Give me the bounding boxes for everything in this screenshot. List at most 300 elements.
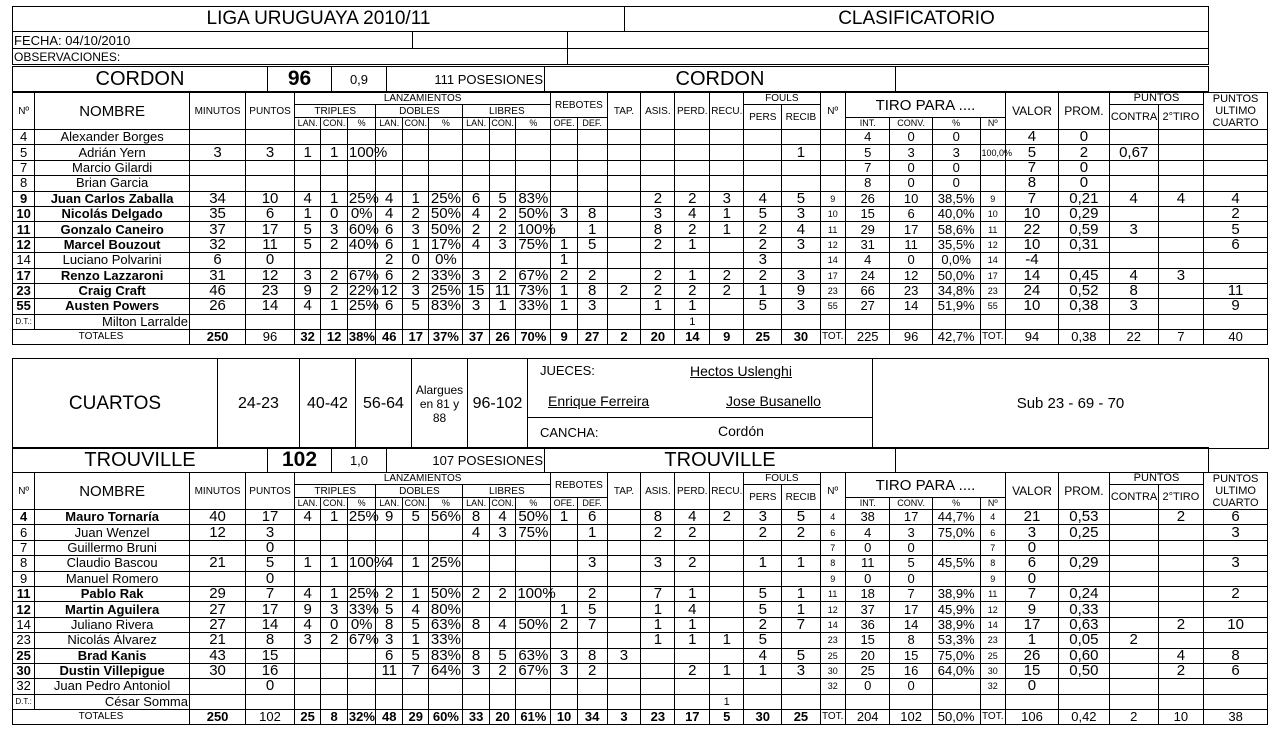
fecha: FECHA: 04/10/2010 xyxy=(13,32,413,49)
stat-cell xyxy=(820,145,845,160)
stat-cell xyxy=(347,679,376,694)
stat-cell xyxy=(607,176,641,191)
recib-header: RECIB xyxy=(782,485,820,510)
total-cell: 26 xyxy=(489,330,515,345)
header-bar xyxy=(12,6,1209,32)
stat-cell: 8 xyxy=(820,556,845,571)
stat-cell xyxy=(189,679,245,694)
stat-cell xyxy=(347,253,376,268)
stat-cell xyxy=(1109,314,1158,329)
stat-cell: 14 xyxy=(820,253,845,268)
stat-cell: 3 xyxy=(782,237,820,252)
stat-cell: 3 xyxy=(744,510,782,525)
stat-cell xyxy=(1058,571,1109,586)
stat-cell: 3 xyxy=(376,633,402,648)
stat-cell: 3 xyxy=(489,237,515,252)
stat-cell xyxy=(710,586,744,601)
pct-subheader: % xyxy=(429,118,463,130)
stat-cell: 27 xyxy=(845,299,890,314)
stat-cell: 1 xyxy=(710,663,744,678)
stat-cell: 35,5% xyxy=(932,237,980,252)
stat-cell: 23 xyxy=(980,283,1005,298)
team2-poss: 107 xyxy=(432,452,455,468)
stat-cell xyxy=(1058,253,1109,268)
stat-cell: 14 xyxy=(980,617,1005,632)
stat-cell: 17 xyxy=(890,510,932,525)
stat-cell: 50% xyxy=(516,206,551,221)
stat-cell: 4 xyxy=(980,510,1005,525)
stat-cell xyxy=(463,314,489,329)
stat-cell xyxy=(577,540,607,555)
stat-cell: 1 xyxy=(675,299,710,314)
stat-cell xyxy=(1109,586,1158,601)
stat-cell xyxy=(376,525,402,540)
total-cell: 37 xyxy=(463,330,489,345)
stat-cell: 34,8% xyxy=(932,283,980,298)
total-cell: 48 xyxy=(376,710,402,725)
stat-cell: 15 xyxy=(845,633,890,648)
stat-cell: 8 xyxy=(641,222,675,237)
stat-cell: 14 xyxy=(890,617,932,632)
tot-label: TOT. xyxy=(980,710,1005,725)
player-name: Claudio Bascou xyxy=(35,556,190,571)
player-number: 32 xyxy=(13,679,35,694)
stat-cell: 10 xyxy=(980,206,1005,221)
stat-cell xyxy=(1204,176,1268,191)
total-cell: 38 xyxy=(1204,710,1268,725)
stat-cell xyxy=(641,571,675,586)
lan-subheader: LAN. xyxy=(294,118,320,130)
stat-cell xyxy=(489,253,515,268)
stat-cell xyxy=(782,679,820,694)
stat-cell: 14 xyxy=(246,617,295,632)
stat-cell xyxy=(744,160,782,175)
stat-cell: 2 xyxy=(1158,663,1204,678)
team2-ratio: 1,0 xyxy=(332,448,387,473)
total-cell: 0,42 xyxy=(1058,710,1109,725)
stat-cell: 1 xyxy=(710,206,744,221)
stat-cell xyxy=(376,540,402,555)
stat-cell xyxy=(246,694,295,709)
stat-cell: 2 xyxy=(463,222,489,237)
stat-cell: 0 xyxy=(890,571,932,586)
stat-cell xyxy=(1204,679,1268,694)
stat-cell: 75% xyxy=(516,237,551,252)
stat-cell: 5 xyxy=(246,556,295,571)
pct-subheader: % xyxy=(516,118,551,130)
stat-cell: 5 xyxy=(845,145,890,160)
stat-cell: 2 xyxy=(321,283,347,298)
stat-cell: 2 xyxy=(641,237,675,252)
stat-cell xyxy=(641,145,675,160)
stat-cell xyxy=(463,130,489,145)
stat-cell: 7 xyxy=(890,586,932,601)
total-cell: 204 xyxy=(845,710,890,725)
stat-cell: 6 xyxy=(376,299,402,314)
stat-cell: 3 xyxy=(321,222,347,237)
stat-cell: 4 xyxy=(1109,268,1158,283)
stat-cell xyxy=(463,540,489,555)
stat-cell: 3 xyxy=(641,556,675,571)
stat-cell xyxy=(607,586,641,601)
stat-cell: 27 xyxy=(189,602,245,617)
stat-cell xyxy=(246,176,295,191)
stat-cell: 38,9% xyxy=(932,586,980,601)
stat-cell: 0,67 xyxy=(1109,145,1158,160)
stat-cell: 7 xyxy=(402,663,428,678)
stat-cell: 3 xyxy=(782,206,820,221)
stat-cell xyxy=(607,222,641,237)
total-cell: 250 xyxy=(189,330,245,345)
stat-cell: 1 xyxy=(321,299,347,314)
stat-cell: 3 xyxy=(402,283,428,298)
stat-cell: 37 xyxy=(189,222,245,237)
stat-cell: 1 xyxy=(577,525,607,540)
stat-cell xyxy=(577,130,607,145)
stat-cell: 83% xyxy=(516,191,551,206)
total-cell: 106 xyxy=(1005,710,1058,725)
stat-cell: 10 xyxy=(1204,617,1268,632)
stat-cell: 5 xyxy=(294,222,320,237)
stat-cell: 2 xyxy=(641,268,675,283)
stat-cell: 2 xyxy=(551,617,577,632)
stat-cell xyxy=(744,145,782,160)
int-subheader: INT. xyxy=(845,118,890,130)
stat-cell: 0,29 xyxy=(1058,556,1109,571)
def-subheader: DEF. xyxy=(577,118,607,130)
stat-cell xyxy=(489,694,515,709)
stat-cell xyxy=(516,602,551,617)
stat-cell: 3 xyxy=(246,145,295,160)
lan-subheader: LAN. xyxy=(294,498,320,510)
stat-cell xyxy=(402,679,428,694)
player-row xyxy=(13,633,1268,648)
total-cell: 60% xyxy=(429,710,463,725)
stat-cell xyxy=(294,663,320,678)
stat-cell xyxy=(607,145,641,160)
stat-cell xyxy=(1158,525,1204,540)
stat-cell xyxy=(1005,314,1058,329)
stat-cell xyxy=(1158,314,1204,329)
stat-cell: 67% xyxy=(516,268,551,283)
stat-cell xyxy=(1109,540,1158,555)
stat-cell: 3 xyxy=(890,145,932,160)
stat-cell xyxy=(782,540,820,555)
total-cell: 25 xyxy=(744,330,782,345)
stat-cell: 6 xyxy=(376,648,402,663)
stat-cell: 2 xyxy=(489,663,515,678)
puntos-ultimo-header xyxy=(1204,473,1268,510)
contra-header: CONTRA xyxy=(1109,105,1158,130)
player-row xyxy=(13,299,1268,314)
stat-cell xyxy=(607,510,641,525)
stat-cell: 40 xyxy=(189,510,245,525)
player-name: Renzo Lazzaroni xyxy=(35,268,190,283)
stat-cell: 4 xyxy=(489,617,515,632)
team1-name-right: CORDON xyxy=(545,67,896,92)
stat-cell xyxy=(1109,130,1158,145)
stat-cell: 7 xyxy=(577,617,607,632)
stat-cell: 1 xyxy=(744,283,782,298)
stat-cell: 4 xyxy=(463,237,489,252)
stat-cell xyxy=(402,525,428,540)
stat-cell: 1 xyxy=(675,586,710,601)
stat-cell: 75,0% xyxy=(932,525,980,540)
stat-cell: 0,52 xyxy=(1058,283,1109,298)
stat-cell: 0 xyxy=(932,130,980,145)
stat-cell: 0,59 xyxy=(1058,222,1109,237)
stat-cell xyxy=(607,602,641,617)
player-number: 17 xyxy=(13,268,35,283)
stat-cell: 12 xyxy=(980,602,1005,617)
stat-cell xyxy=(321,314,347,329)
fouls-header: FOULS xyxy=(744,473,820,485)
stat-cell: 26 xyxy=(189,299,245,314)
stat-cell xyxy=(607,314,641,329)
stat-cell: 0,50 xyxy=(1058,663,1109,678)
player-row xyxy=(13,648,1268,663)
stat-cell: 26 xyxy=(845,191,890,206)
team1-points: 96 xyxy=(268,67,332,92)
stat-cell xyxy=(551,160,577,175)
stat-cell xyxy=(294,160,320,175)
total-cell: 29 xyxy=(402,710,428,725)
stat-cell: 4 xyxy=(294,191,320,206)
stat-cell: 11 xyxy=(845,556,890,571)
stat-cell: 1 xyxy=(402,237,428,252)
stat-cell: 51,9% xyxy=(932,299,980,314)
stat-cell xyxy=(1158,540,1204,555)
player-name: Marcio Gilardi xyxy=(35,160,190,175)
stat-cell: 36 xyxy=(845,617,890,632)
stat-cell xyxy=(1158,571,1204,586)
stat-cell: 5 xyxy=(744,206,782,221)
stat-cell: 8 xyxy=(463,617,489,632)
player-name: Manuel Romero xyxy=(35,571,190,586)
stat-cell xyxy=(402,314,428,329)
pct-subheader: % xyxy=(516,498,551,510)
stat-cell: 23 xyxy=(820,283,845,298)
stat-cell: 3 xyxy=(577,299,607,314)
rebotes-header: REBOTES xyxy=(551,473,607,498)
stat-cell xyxy=(429,540,463,555)
stat-cell: 1 xyxy=(402,586,428,601)
stat-cell: 9 xyxy=(820,191,845,206)
puntos-ultimo-line: ULTIMO xyxy=(1215,485,1256,497)
stat-cell: 1 xyxy=(675,617,710,632)
stat-cell: 2 xyxy=(710,510,744,525)
stat-cell xyxy=(641,648,675,663)
player-name: Brad Kanis xyxy=(35,648,190,663)
player-number: 11 xyxy=(13,222,35,237)
pct-subheader: % xyxy=(347,118,376,130)
tot-label: TOT. xyxy=(820,330,845,345)
stat-cell: 11 xyxy=(489,283,515,298)
stat-cell xyxy=(489,145,515,160)
stat-cell xyxy=(376,130,402,145)
total-cell: 37% xyxy=(429,330,463,345)
prom-header: PROM. xyxy=(1058,93,1109,130)
stat-cell: 21 xyxy=(189,633,245,648)
stat-cell: 2 xyxy=(744,222,782,237)
stat-cell: 5 xyxy=(744,633,782,648)
player-number: 23 xyxy=(13,283,35,298)
dt-recu: 1 xyxy=(710,694,744,709)
stat-cell: 1 xyxy=(782,602,820,617)
stat-cell: 0 xyxy=(1005,571,1058,586)
stat-cell xyxy=(489,130,515,145)
stat-cell xyxy=(641,130,675,145)
stat-cell: 8 xyxy=(577,206,607,221)
stat-cell xyxy=(189,160,245,175)
total-cell: 27 xyxy=(577,330,607,345)
stat-cell xyxy=(744,314,782,329)
stat-cell xyxy=(1109,510,1158,525)
stat-cell: 17 xyxy=(1005,617,1058,632)
stat-cell xyxy=(246,160,295,175)
stat-cell: 23 xyxy=(980,633,1005,648)
stat-cell: 2 xyxy=(1109,633,1158,648)
stat-cell xyxy=(489,556,515,571)
triples-header: TRIPLES xyxy=(294,485,376,498)
stat-cell: 5 xyxy=(1005,145,1058,160)
stat-cell: 25% xyxy=(348,585,379,603)
stat-cell xyxy=(607,694,641,709)
stat-cell xyxy=(246,314,295,329)
stat-cell: 83% xyxy=(430,297,461,315)
total-cell: 9 xyxy=(551,330,577,345)
stat-cell: 1 xyxy=(402,633,428,648)
stat-cell: 50,0% xyxy=(932,268,980,283)
stat-cell xyxy=(980,130,1005,145)
player-row xyxy=(13,176,1268,191)
stat-cell: 6 xyxy=(980,525,1005,540)
stat-cell: 0 xyxy=(1005,679,1058,694)
stat-cell xyxy=(820,130,845,145)
player-name: Nicolás Álvarez xyxy=(35,633,190,648)
referee-2: Enrique Ferreira xyxy=(548,393,650,409)
stat-cell xyxy=(489,314,515,329)
stat-cell: 23 xyxy=(820,633,845,648)
player-name: Guillermo Bruni xyxy=(35,540,190,555)
stat-cell: 6 xyxy=(820,525,845,540)
stat-cell xyxy=(516,679,551,694)
stat-cell: 2 xyxy=(710,283,744,298)
stat-cell: 3 xyxy=(641,206,675,221)
stat-cell: 4 xyxy=(1204,191,1268,206)
stat-cell xyxy=(820,694,845,709)
player-row xyxy=(13,191,1268,206)
stat-cell: 3 xyxy=(1158,268,1204,283)
stat-cell: 4 xyxy=(782,222,820,237)
stat-cell xyxy=(1058,314,1109,329)
player-number: 9 xyxy=(13,191,35,206)
stat-cell xyxy=(607,206,641,221)
stat-cell xyxy=(782,694,820,709)
conv-subheader: CONV. xyxy=(890,118,932,130)
total-cell: 32% xyxy=(348,709,375,725)
stat-cell: 6 xyxy=(1204,237,1268,252)
stat-cell xyxy=(1109,617,1158,632)
stat-cell xyxy=(675,145,710,160)
stat-cell: 1 xyxy=(782,145,820,160)
total-cell: 17 xyxy=(402,330,428,345)
stat-cell xyxy=(782,253,820,268)
stat-cell xyxy=(551,571,577,586)
player-name: Martin Aguilera xyxy=(35,602,190,617)
stat-cell xyxy=(675,160,710,175)
stat-cell xyxy=(980,160,1005,175)
lan-subheader: LAN. xyxy=(463,118,489,130)
stat-cell: 0,29 xyxy=(1058,206,1109,221)
stat-cell xyxy=(463,145,489,160)
stat-cell: 5 xyxy=(294,237,320,252)
stat-cell xyxy=(1058,679,1109,694)
stat-cell xyxy=(516,145,551,160)
stat-cell xyxy=(607,191,641,206)
stat-cell: 4 xyxy=(294,299,320,314)
stat-cell xyxy=(1158,633,1204,648)
stat-cell: 9 xyxy=(820,571,845,586)
stat-cell xyxy=(321,253,347,268)
stat-cell: 3 xyxy=(890,525,932,540)
stat-cell: 3 xyxy=(189,145,245,160)
stat-cell xyxy=(294,253,320,268)
posesiones-label: POSESIONES xyxy=(457,71,543,87)
stat-cell: 4 xyxy=(376,191,402,206)
stat-cell xyxy=(189,130,245,145)
col-puntos-header: PUNTOS xyxy=(246,93,295,130)
stat-cell: 4 xyxy=(820,510,845,525)
stat-cell: 38,9% xyxy=(932,617,980,632)
stat-cell: 30 xyxy=(980,663,1005,678)
def-subheader: DEF. xyxy=(577,498,607,510)
stat-cell: 1 xyxy=(294,145,320,160)
stat-cell xyxy=(1158,145,1204,160)
stat-cell: 73% xyxy=(516,283,551,298)
stat-cell: 0,24 xyxy=(1058,586,1109,601)
recu-header: RECU. xyxy=(710,93,744,130)
pct-subheader: % xyxy=(347,498,376,510)
stat-cell: 45,5% xyxy=(932,556,980,571)
stat-cell xyxy=(551,130,577,145)
total-cell: 14 xyxy=(675,330,710,345)
stat-cell xyxy=(1158,237,1204,252)
stat-cell: 0 xyxy=(890,253,932,268)
stat-cell xyxy=(189,571,245,586)
stat-cell xyxy=(347,571,376,586)
player-row xyxy=(13,206,1268,221)
total-cell: 3 xyxy=(607,710,641,725)
stat-cell xyxy=(551,679,577,694)
stat-cell: 0 xyxy=(402,253,428,268)
stat-cell: 4 xyxy=(376,556,402,571)
stat-cell: 10 xyxy=(1005,206,1058,221)
observaciones: OBSERVACIONES: xyxy=(13,49,568,65)
player-number: 8 xyxy=(13,556,35,571)
ofe-subheader: OFE. xyxy=(551,118,577,130)
stat-cell: 0 xyxy=(1005,540,1058,555)
cancha-label: CANCHA: xyxy=(540,425,599,440)
stat-cell xyxy=(321,679,347,694)
stat-cell: 5 xyxy=(402,648,428,663)
stat-cell xyxy=(744,540,782,555)
no-subheader: Nº xyxy=(980,118,1005,130)
stat-cell: 15 xyxy=(845,206,890,221)
total-cell: 34 xyxy=(577,710,607,725)
dt-label: D.T.: xyxy=(13,314,35,329)
team1-name: CORDON xyxy=(13,67,268,92)
